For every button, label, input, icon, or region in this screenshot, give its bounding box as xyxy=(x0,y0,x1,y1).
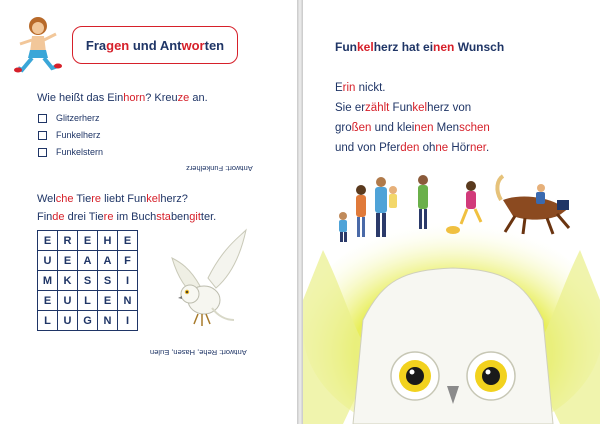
question-unicorn-name-segment: ze xyxy=(177,92,190,104)
story-line-segment: ne xyxy=(435,142,449,154)
option-2 xyxy=(38,130,101,140)
grid-cell[interactable]: K xyxy=(58,271,78,291)
grid-cell[interactable]: E xyxy=(58,251,78,271)
grid-cell[interactable]: A xyxy=(98,251,118,271)
question-unicorn-name-segment: ? Kreu xyxy=(145,92,178,104)
question-animals-line-1-segment: kel xyxy=(146,193,161,205)
section-title-segment: und Ant xyxy=(129,37,182,53)
section-title xyxy=(86,38,224,53)
answer-1-upside-down: Antwort: Funkelherz xyxy=(186,164,253,173)
story-line-segment: den xyxy=(400,142,420,154)
question-animals-line-1-segment: liebt Fun xyxy=(101,193,147,205)
option-3-label: Funkelstern xyxy=(56,147,104,157)
story-line-segment: zählt xyxy=(365,102,390,114)
grid-cell[interactable]: F xyxy=(118,251,138,271)
option-1 xyxy=(38,113,100,123)
grid-row xyxy=(38,311,138,331)
question-animals-line-2-segment: sta xyxy=(156,211,171,223)
chapter-title-segment: Fun xyxy=(335,40,357,54)
grid-cell[interactable]: S xyxy=(98,271,118,291)
story-line-segment: gro xyxy=(335,122,352,134)
right-page xyxy=(303,0,600,424)
question-animals-line-2-segment: ben xyxy=(170,211,190,223)
question-unicorn-name-segment: horn xyxy=(123,92,146,104)
question-animals-line-1-segment: Wel xyxy=(37,193,56,205)
checkbox-1[interactable] xyxy=(38,114,47,123)
story-line xyxy=(335,118,490,138)
grid-cell[interactable]: N xyxy=(98,311,118,331)
story-line-segment: Sie er xyxy=(335,102,366,114)
question-animals-line-1-segment: che xyxy=(55,193,74,205)
chapter-title-segment: kel xyxy=(357,40,374,54)
question-animals-line-1-segment: herz? xyxy=(160,193,188,205)
grid-cell[interactable]: E xyxy=(38,291,58,311)
question-animals-line-2-segment: de xyxy=(52,211,65,223)
grid-cell[interactable]: S xyxy=(78,271,98,291)
grid-cell[interactable]: H xyxy=(98,231,118,251)
owl-and-people-illustration xyxy=(303,160,600,424)
story-line-segment: Men xyxy=(433,122,460,134)
chapter-title-segment: herz hat ei xyxy=(373,40,434,54)
story-line-segment: schen xyxy=(459,122,490,134)
story-line-segment: Fun xyxy=(389,102,413,114)
grid-cell[interactable]: E xyxy=(38,231,58,251)
question-animals-line-1-segment: re xyxy=(91,193,102,205)
grid-cell[interactable]: L xyxy=(78,291,98,311)
section-title-segment: wor xyxy=(181,37,205,53)
checkbox-2[interactable] xyxy=(38,131,47,140)
grid-cell[interactable]: I xyxy=(118,271,138,291)
family-figures xyxy=(339,175,569,242)
running-boy-illustration xyxy=(12,14,64,76)
question-animals-line-2-segment: im Buch xyxy=(113,211,157,223)
grid-cell[interactable]: I xyxy=(118,311,138,331)
question-animals-line-1 xyxy=(37,190,216,208)
question-animals-line-2-segment: git xyxy=(189,211,201,223)
story-line-segment: und klei xyxy=(371,122,415,134)
grid-cell[interactable]: G xyxy=(78,311,98,331)
story-line-segment: . xyxy=(485,142,490,154)
grid-cell[interactable]: E xyxy=(98,291,118,311)
section-title-segment: Fra xyxy=(85,37,107,53)
story-line-segment: ner xyxy=(469,142,486,154)
question-animals-line-2-segment: re xyxy=(103,211,114,223)
grid-cell[interactable]: E xyxy=(118,231,138,251)
checkbox-3[interactable] xyxy=(38,148,47,157)
story-line xyxy=(335,78,490,98)
section-title-box xyxy=(72,26,238,64)
chapter-title-segment: nen xyxy=(433,40,455,54)
story-line xyxy=(335,138,490,158)
story-line-segment: und von Pfer xyxy=(335,142,401,154)
grid-cell[interactable]: A xyxy=(78,251,98,271)
grid-row xyxy=(38,271,138,291)
option-3 xyxy=(38,147,103,157)
flying-owl-illustration xyxy=(168,228,248,338)
grid-cell[interactable]: U xyxy=(58,291,78,311)
question-animals-line-2 xyxy=(37,208,216,226)
grid-row xyxy=(38,251,138,271)
question-animals-line-2-segment: Fin xyxy=(37,211,53,223)
story-line-segment: nickt. xyxy=(355,82,386,94)
option-1-label: Glitzerherz xyxy=(56,113,100,123)
question-animals xyxy=(37,190,216,226)
grid-cell[interactable]: L xyxy=(38,311,58,331)
grid-cell[interactable]: E xyxy=(78,231,98,251)
story-line-segment: herz von xyxy=(427,102,472,114)
story-line-segment: kel xyxy=(412,102,428,114)
question-animals-line-1-segment: Tie xyxy=(73,193,92,205)
section-title-segment: ten xyxy=(204,37,225,53)
question-unicorn-name xyxy=(37,92,208,104)
story-line-segment: E xyxy=(335,82,343,94)
option-2-label: Funkelherz xyxy=(56,130,101,140)
chapter-title-segment: Wunsch xyxy=(454,40,505,54)
question-animals-line-2-segment: drei Tie xyxy=(64,211,104,223)
story-line xyxy=(335,98,490,118)
story-line-segment: rin xyxy=(342,82,356,94)
grid-cell[interactable]: N xyxy=(118,291,138,311)
grid-cell[interactable]: U xyxy=(38,251,58,271)
grid-cell[interactable]: U xyxy=(58,311,78,331)
grid-row xyxy=(38,291,138,311)
story-line-segment: ßen xyxy=(351,122,372,134)
story-line-segment: oh xyxy=(419,142,436,154)
story-line-segment: nen xyxy=(414,122,434,134)
question-unicorn-name-segment: Wie heißt das Ein xyxy=(37,92,124,104)
grid-row xyxy=(38,231,138,251)
grid-cell[interactable]: R xyxy=(58,231,78,251)
letter-search-grid xyxy=(37,230,138,331)
answer-2-upside-down: Antwort: Rehe, Hasen, Eulen xyxy=(150,348,247,357)
story-line-segment: Hör xyxy=(448,142,470,154)
grid-cell[interactable]: M xyxy=(38,271,58,291)
chapter-title xyxy=(335,40,504,54)
question-animals-line-2-segment: ter. xyxy=(200,211,217,223)
left-page xyxy=(0,0,297,424)
story-text xyxy=(335,78,490,158)
section-title-segment: gen xyxy=(106,37,130,53)
question-unicorn-name-segment: an. xyxy=(189,92,208,104)
